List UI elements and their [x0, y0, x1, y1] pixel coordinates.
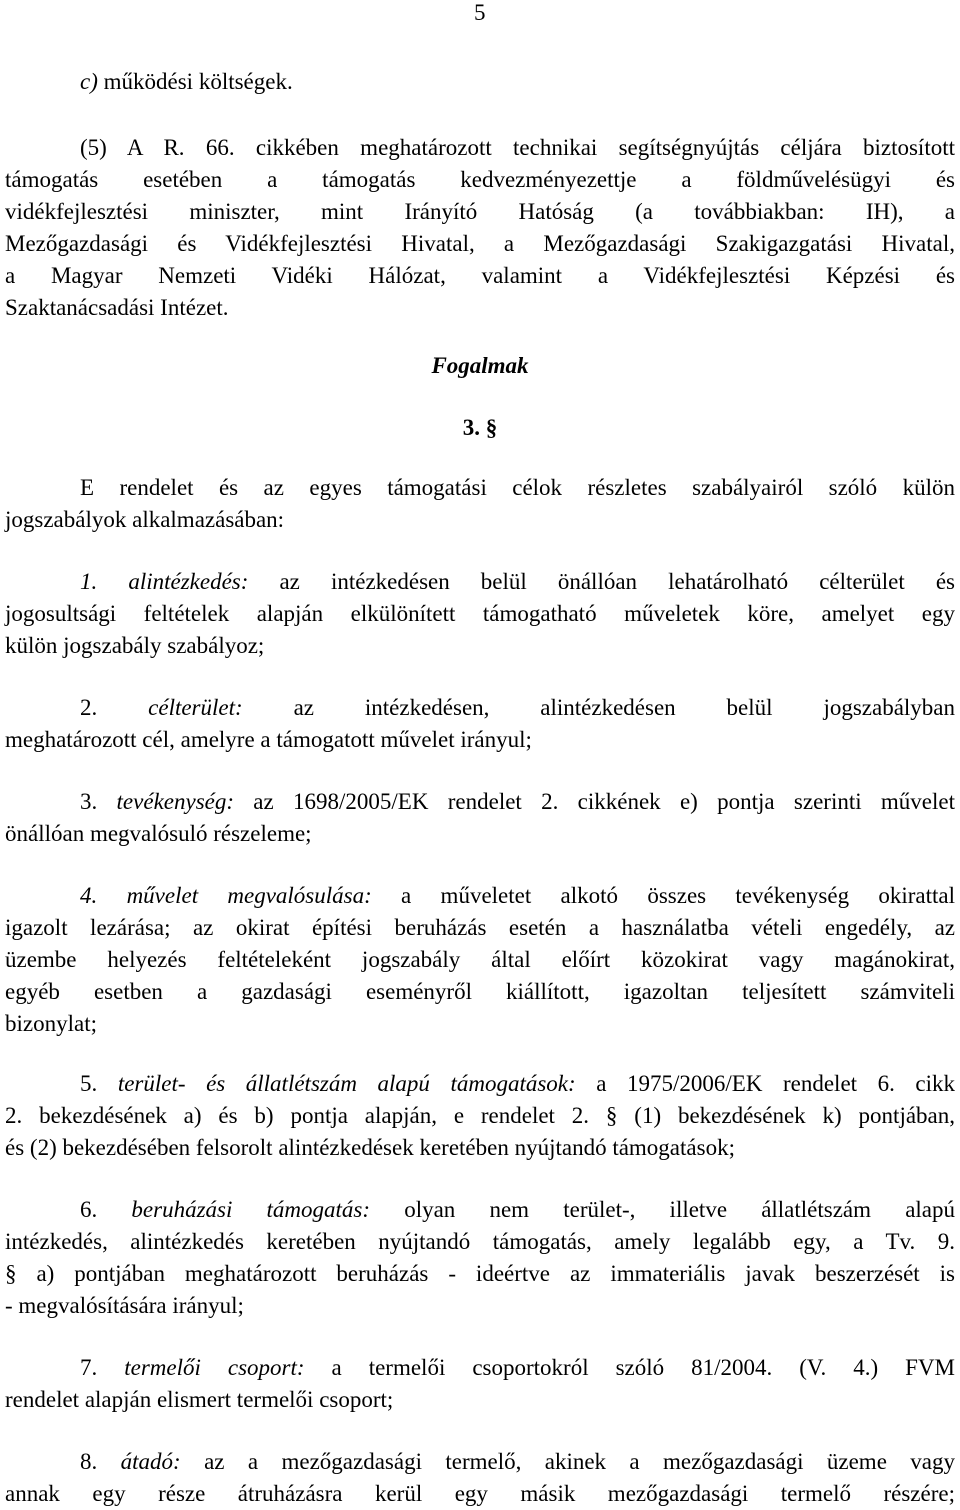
paragraph-line: egyéb esetben a gazdasági eseményről kiállított, igazoltan teljesített számviteli: [5, 979, 955, 1004]
paragraph-line: bizonylat;: [5, 1011, 97, 1036]
paragraph-line: külön jogszabály szabályoz;: [5, 633, 265, 658]
definition-line: [80, 1446, 955, 1478]
definition-text: olyan nem terület-, illetve állatlétszám alapú: [370, 1197, 956, 1222]
item-text: működési költségek.: [97, 69, 293, 94]
definition-term: átadó:: [120, 1449, 181, 1474]
paragraph-line: 2. bekezdésének a) és b) pontja alapján, e rendelet 2. § (1) bekezdésének k) pontjában,: [5, 1103, 955, 1128]
definition-text: az intézkedésen, alintézkedésen belül jogszabályban: [242, 695, 956, 720]
definition-text: az intézkedésen belül önállóan lehatárolható célterület és: [248, 569, 956, 594]
definition-text: az a mezőgazdasági termelő, akinek a mezőgazdasági üzeme vagy: [180, 1449, 956, 1474]
paragraph-line: jogosultsági feltételek alapján elkülönített támogatható műveletek köre, amelyet egy: [5, 601, 955, 626]
definition-number: 6.: [80, 1197, 98, 1222]
definition-text: az 1698/2005/EK rendelet 2. cikkének e) pontja szerinti művelet: [234, 789, 956, 814]
paragraph-line: vidékfejlesztési miniszter, mint Irányító Hatóság (a továbbiakban: IH), a: [5, 199, 955, 224]
definition-line: [80, 1352, 955, 1384]
definition-term: beruházási támogatás:: [131, 1197, 371, 1222]
paragraph-line: rendelet alapján elismert termelői csoport;: [5, 1387, 394, 1412]
paragraph-line: - megvalósítására irányul;: [5, 1293, 244, 1318]
definition-term: alintézkedés:: [128, 569, 249, 594]
definition-number: 2.: [80, 695, 98, 720]
definition-text: a műveletet alkotó összes tevékenység okirattal: [371, 883, 956, 908]
definition-line: [80, 1068, 955, 1100]
paragraph-line: igazolt lezárása; az okirat építési beruházás esetén a használatba vételi engedély, az: [5, 915, 955, 940]
paragraph-line: önállóan megvalósuló részeleme;: [5, 821, 312, 846]
paragraph-line: E rendelet és az egyes támogatási célok részletes szabályairól szóló külön: [80, 475, 955, 500]
definition-term: célterület:: [148, 695, 243, 720]
definition-number: 3.: [80, 789, 98, 814]
page-number: 5: [474, 0, 486, 25]
definition-number: 5.: [80, 1071, 98, 1096]
item-letter: c): [80, 69, 98, 94]
paragraph-line: (5) A R. 66. cikkében meghatározott technikai segítségnyújtás céljára biztosított: [80, 135, 955, 160]
paragraph-line: § a) pontjában meghatározott beruházás - ideértve az immateriális javak beszerzését is: [5, 1261, 955, 1286]
definition-term: terület- és állatlétszám alapú támogatások:: [117, 1071, 576, 1096]
list-item-c: [80, 66, 955, 98]
paragraph-line: jogszabályok alkalmazásában:: [5, 507, 285, 532]
definition-line: [80, 786, 955, 818]
definition-text: a termelői csoportokról szóló 81/2004. (V. 4.) FVM: [304, 1355, 956, 1380]
paragraph-line: meghatározott cél, amelyre a támogatott művelet irányul;: [5, 727, 532, 752]
definition-number: 8.: [80, 1449, 98, 1474]
definition-number: 1.: [80, 569, 98, 594]
section-number: 3. §: [462, 415, 498, 440]
paragraph-line: annak egy része átruházásra kerül egy másik mezőgazdasági termelő részére;: [5, 1481, 955, 1506]
definition-term: termelői csoport:: [124, 1355, 305, 1380]
definition-line: [80, 692, 955, 724]
definition-line: [80, 880, 955, 912]
paragraph-line: és (2) bekezdésében felsorolt alintézkedések keretében nyújtandó támogatások;: [5, 1135, 735, 1160]
definition-term: tevékenység:: [116, 789, 235, 814]
section-heading: Fogalmak: [431, 353, 529, 378]
definition-line: [80, 1194, 955, 1226]
definition-term: művelet megvalósulása:: [126, 883, 372, 908]
paragraph-line: intézkedés, alintézkedés keretében nyújtandó támogatás, amely legalább egy, a Tv. 9.: [5, 1229, 955, 1254]
definition-line: [80, 566, 955, 598]
paragraph-line: üzembe helyezés feltételeként jogszabály által előírt közokirat vagy magánokirat,: [5, 947, 955, 972]
paragraph-line: a Magyar Nemzeti Vidéki Hálózat, valamint a Vidékfejlesztési Képzési és: [5, 263, 955, 288]
paragraph-line: támogatás esetében a támogatás kedvezményezettje a földművelésügyi és: [5, 167, 955, 192]
definition-number: 7.: [80, 1355, 98, 1380]
definition-number: 4.: [80, 883, 98, 908]
paragraph-line: Szaktanácsadási Intézet.: [5, 295, 229, 320]
paragraph-line: Mezőgazdasági és Vidékfejlesztési Hivatal, a Mezőgazdasági Szakigazgatási Hivatal,: [5, 231, 955, 256]
definition-text: a 1975/2006/EK rendelet 6. cikk: [575, 1071, 956, 1096]
